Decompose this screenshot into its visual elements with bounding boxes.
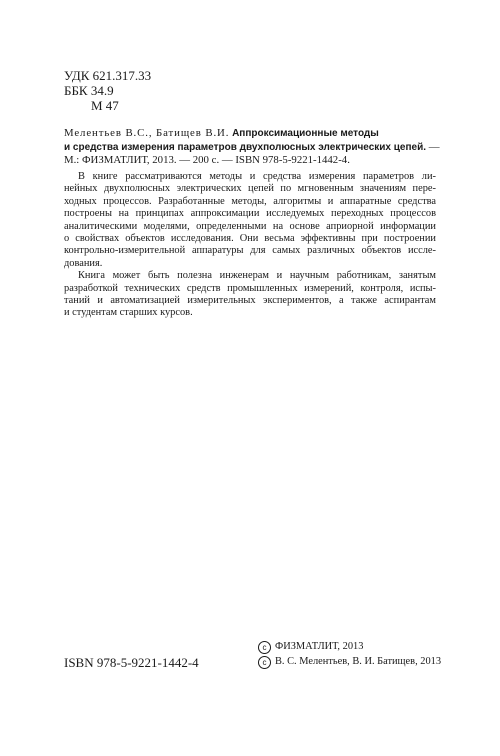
bbk-code: ББК 34.9 bbox=[64, 83, 114, 98]
book-title-part1: Аппроксимационные методы bbox=[232, 128, 379, 139]
abstract-line: Книга может быть полезна инженерам и научным работникам, занятым bbox=[78, 270, 436, 282]
abstract-line: аналитическими моделями, определенными на основе априорной информации bbox=[64, 220, 436, 232]
copyright-icon: c bbox=[258, 656, 271, 669]
abstract-line: дования. bbox=[64, 257, 103, 269]
authors: Мелентьев В.С., Батищев В.И. bbox=[64, 127, 230, 139]
abstract-line: контрольно-измерительной аппаратуры для самых различных объектов иссле- bbox=[64, 245, 436, 257]
copyright-authors-text: В. С. Мелентьев, В. И. Батищев, 2013 bbox=[275, 656, 442, 667]
abstract-line: В книге рассматриваются методы и средства измерения параметров ли- bbox=[78, 171, 436, 182]
imprint: М.: ФИЗМАТЛИТ, 2013. — 200 с. — ISBN 978-5-9221-1442-4. bbox=[64, 154, 350, 166]
title-dash: — bbox=[426, 140, 440, 153]
book-title-part2: и средства измерения параметров двухполюсных электрических цепей. bbox=[64, 141, 426, 153]
isbn: ISBN 978-5-9221-1442-4 bbox=[64, 655, 199, 670]
abstract-line: и студентам старших курсов. bbox=[64, 307, 193, 319]
abstract-line: нейных двухполюсных электрических цепей по мгновенным значениям пере- bbox=[64, 183, 436, 195]
copyright-publisher bbox=[258, 641, 363, 654]
copyright-publisher-text: ФИЗМАТЛИТ, 2013 bbox=[275, 641, 364, 652]
abstract-line: о свойствах объектов исследования. Они весьма эффективны при построении bbox=[64, 233, 436, 245]
author-mark: М 47 bbox=[91, 98, 119, 113]
classification-codes bbox=[64, 68, 151, 113]
bibliographic-record bbox=[64, 127, 440, 167]
abstract-line: разработкой технических средств промышленных измерений, контроля, испы- bbox=[64, 282, 436, 294]
copyright-authors bbox=[258, 656, 441, 669]
abstract bbox=[64, 171, 436, 320]
abstract-line: построены на принципах аппроксимации исследуемых переходных процессов bbox=[64, 208, 436, 220]
udk-code: УДК 621.317.33 bbox=[64, 68, 152, 83]
abstract-line: таний и автоматизацией измерительных экспериментов, а также аспирантам bbox=[64, 295, 436, 307]
abstract-line: ходных процессов. Разработанные методы, алгоритмы и аппаратные средства bbox=[64, 195, 436, 207]
copyright-icon: c bbox=[258, 641, 271, 654]
